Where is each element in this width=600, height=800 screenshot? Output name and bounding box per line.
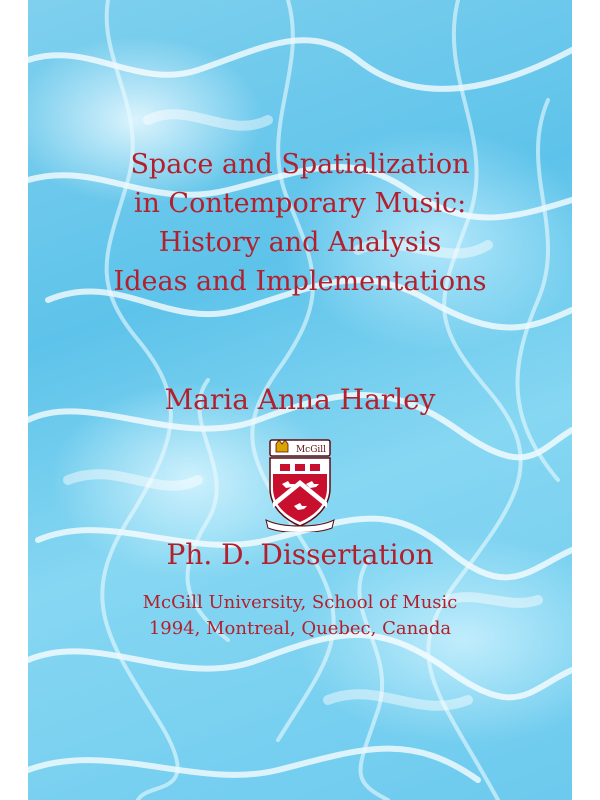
title-line-3: History and Analysis bbox=[158, 227, 442, 258]
title-line-2: in Contemporary Music: bbox=[133, 188, 467, 219]
degree-title: Ph. D. Dissertation bbox=[166, 538, 434, 571]
institution-block bbox=[28, 590, 572, 642]
institution-line-2: 1994, Montreal, Quebec, Canada bbox=[148, 618, 452, 639]
crest-label: McGill bbox=[295, 445, 327, 455]
title-line-1: Space and Spatialization bbox=[130, 149, 470, 180]
mcgill-crest-icon bbox=[262, 436, 338, 532]
dissertation-title bbox=[28, 145, 572, 301]
author-name: Maria Anna Harley bbox=[164, 383, 436, 416]
cover-page bbox=[28, 0, 572, 800]
title-line-4: Ideas and Implementations bbox=[113, 266, 487, 297]
institution-line-1: McGill University, School of Music bbox=[142, 592, 458, 613]
